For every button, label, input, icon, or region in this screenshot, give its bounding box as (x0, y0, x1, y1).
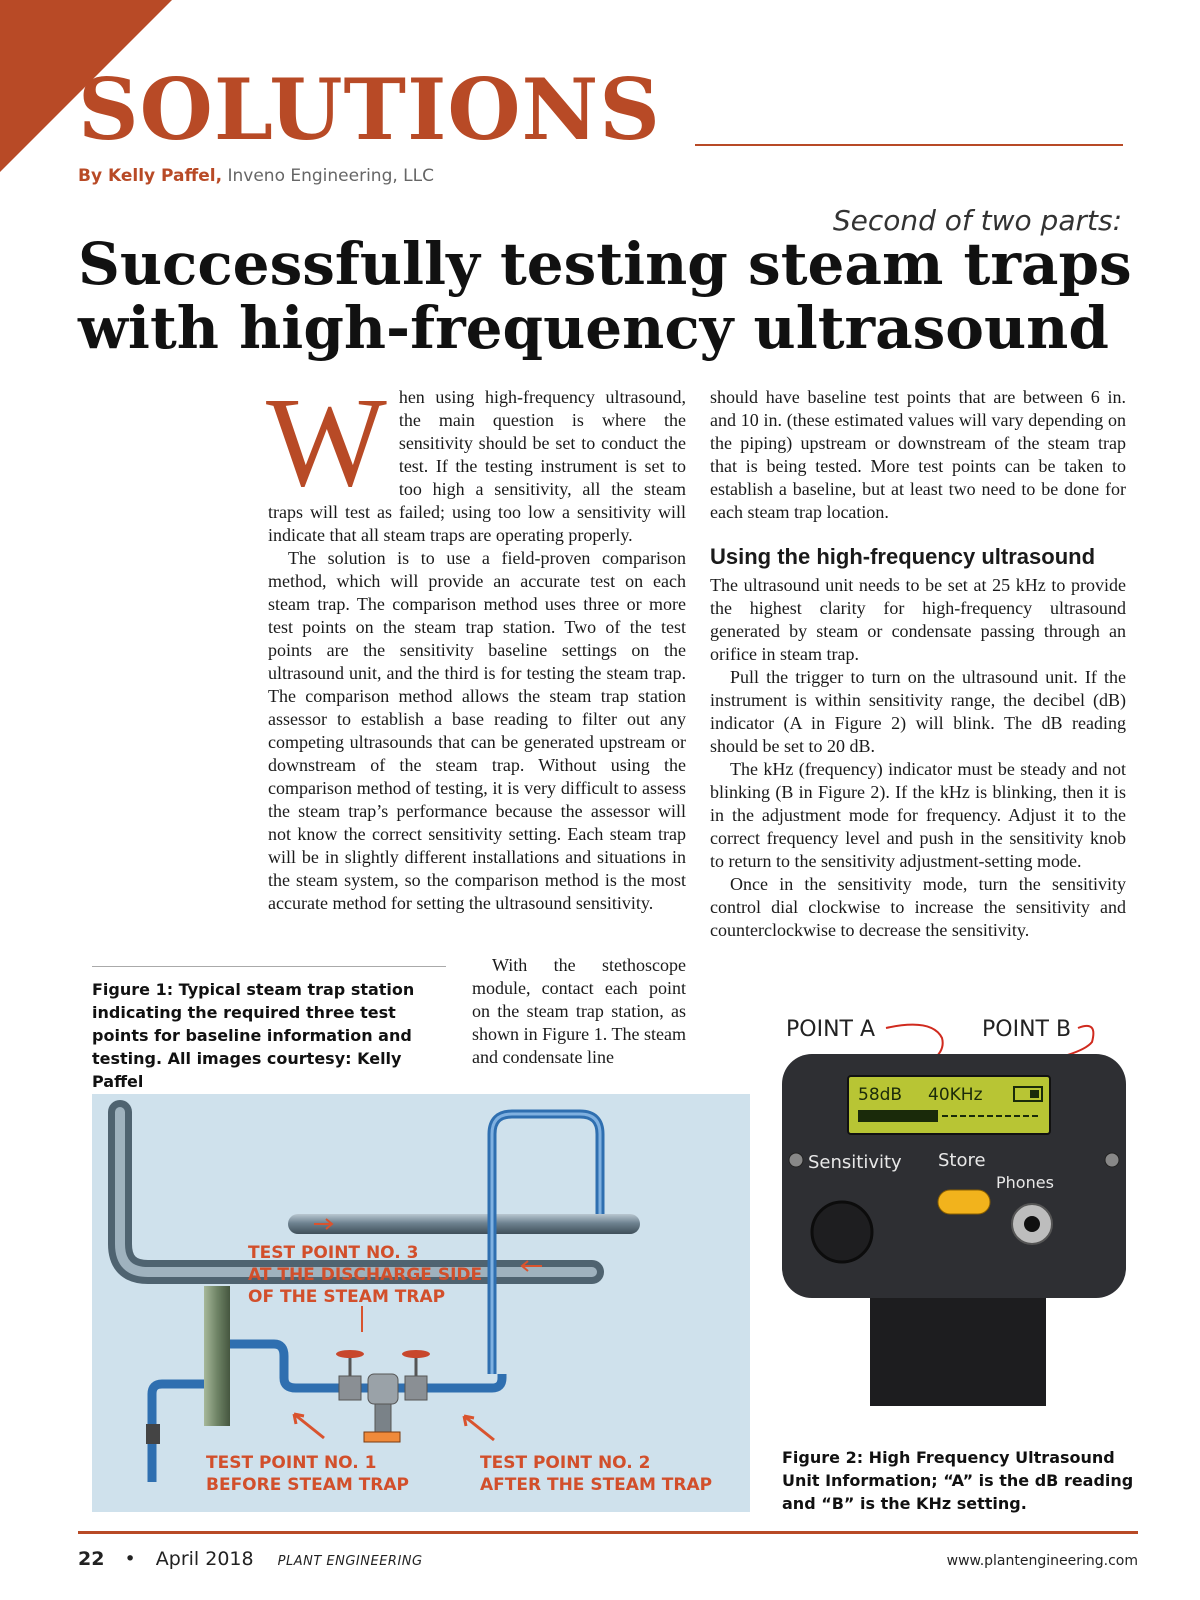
drip-leg (204, 1286, 230, 1426)
headline: Successfully testing steam traps with high-frequency ultrasound (78, 230, 1132, 362)
article-column-2 (710, 386, 1126, 942)
unit-handle (870, 1294, 1046, 1406)
sensitivity-knob[interactable] (812, 1202, 872, 1262)
paragraph-trigger: Pull the trigger to turn on the ultrasound unit. If the instrument is within sensitivity range, the decibel (dB) indicator (A in Figure 2) will blink. The dB reading should be set to 20 dB. (710, 667, 1126, 756)
store-label: Store (938, 1150, 986, 1171)
intro-text: hen using high-frequency ultrasound, the main question is where the sensitivity should be set to conduct the test. If the testing instrument is set to too high a sensitivity, all the steam traps will test as failed; using too low a sensitivity will indicate that all steam traps are operating properly. (268, 387, 686, 545)
lcd-level-bar (858, 1110, 938, 1122)
label-test-point-3-line2: AT THE DISCHARGE SIDE (248, 1265, 483, 1285)
footer-bullet: • (124, 1548, 136, 1570)
label-test-point-1-line1: TEST POINT NO. 1 (206, 1453, 377, 1473)
series-label: Second of two parts: (832, 204, 1122, 237)
figure-1-rule (92, 966, 446, 967)
upper-steam-pipe (288, 1214, 640, 1234)
footer-rule (78, 1531, 1138, 1534)
isolation-valve-1 (336, 1350, 364, 1400)
isolation-valve-2 (402, 1350, 430, 1400)
condensate-return-pipe (492, 1114, 600, 1374)
article-column-1 (266, 371, 686, 915)
section-title: SOLUTIONS (78, 60, 661, 159)
drain-valve (146, 1424, 160, 1444)
screw-left (789, 1153, 803, 1167)
figure-1-steam-trap-diagram (92, 1094, 750, 1512)
lcd-khz-reading: 40KHz (928, 1085, 983, 1105)
byline-author: By Kelly Paffel, (78, 166, 223, 186)
byline (78, 166, 434, 186)
label-test-point-1-line2: BEFORE STEAM TRAP (206, 1475, 410, 1495)
subhead: Using the high-frequency ultrasound (710, 544, 1096, 569)
store-button[interactable] (938, 1190, 990, 1214)
issue-date: April 2018 (155, 1548, 254, 1570)
point-b-label: POINT B (982, 1017, 1072, 1042)
sensitivity-label: Sensitivity (808, 1152, 902, 1173)
paragraph-khz-indicator: The kHz (frequency) indicator must be steady and not blinking (B in Figure 2). If the kHz is blinking, then it is in the adjustment mode for frequency. Adjust it to the correct frequency level and push in the sensitivity knob to return to the sensitivity adjustment-setting mode. (710, 759, 1126, 871)
steam-trap-body (364, 1374, 400, 1442)
paragraph-comparison: The solution is to use a field-proven comparison method, which will provide an accurate test on each steam trap. The comparison method uses three or more test points on the steam trap station. Two of the test points are the sensitivity baseline settings on the ultrasound unit, and the third is for testing the steam trap. The comparison method allows the steam trap station assessor to establish a base reading to filter out any competing ultrasounds that can be generated upstream or downstream of the steam trap. Without using the comparison method of testing, it is very difficult to assess the steam trap’s performance because the assessor will not know the correct sensitivity setting. Each steam trap will be in slightly different installations and situations in the steam system, so the comparison method is the most accurate method for setting the ultrasound sensitivity. (268, 548, 686, 913)
steam-trap-illustration (92, 1094, 750, 1512)
point-a-label: POINT A (786, 1017, 876, 1042)
label-test-point-3-line3: OF THE STEAM TRAP (248, 1287, 446, 1307)
footer-left (78, 1548, 423, 1570)
byline-company: Inveno Engineering, LLC (227, 166, 434, 186)
article-column-1-continued (472, 954, 686, 1069)
figure-2-caption: Figure 2: High Frequency Ultrasound Unit Information; “A” is the dB reading and “B” is the KHz setting. (782, 1448, 1134, 1513)
screw-right (1105, 1153, 1119, 1167)
figure-1-caption: Figure 1: Typical steam trap station indicating the required three test points for baseline information and testing. All images courtesy: Kelly Paffel (92, 980, 415, 1091)
lcd-db-reading: 58dB (858, 1085, 903, 1105)
drop-cap: W (266, 371, 387, 513)
pointer-arrow-1 (294, 1414, 324, 1438)
paragraph-sensitivity-mode: Once in the sensitivity mode, turn the sensitivity control dial clockwise to increase the sensitivity and counterclockwise to decrease the sensitivity. (710, 874, 1126, 940)
ultrasound-unit-illustration (782, 1014, 1138, 1426)
paragraph-stethoscope: With the stethoscope module, contact each point on the steam trap station, as shown in Figure 1. The steam and condensate line (472, 955, 686, 1067)
page-number: 22 (78, 1548, 105, 1570)
phones-label: Phones (996, 1173, 1054, 1192)
paragraph-25khz: The ultrasound unit needs to be set at 25 kHz to provide the highest clarity for high-frequency ultrasound generated by steam or condensate passing through an orifice in steam trap. (710, 575, 1126, 664)
label-test-point-2-line2: AFTER THE STEAM TRAP (480, 1475, 713, 1495)
label-test-point-2-line1: TEST POINT NO. 2 (480, 1453, 651, 1473)
footer-url[interactable]: www.plantengineering.com (946, 1553, 1138, 1569)
paragraph-baseline: should have baseline test points that are between 6 in. and 10 in. (these estimated values will vary depending on the piping) upstream or downstream of the steam trap that is being tested. More test points can be taken to establish a baseline, but at least two need to be done for each steam trap location. (710, 387, 1126, 522)
pointer-arrow-2 (464, 1416, 494, 1440)
title-rule (695, 144, 1123, 146)
publication-name: PLANT ENGINEERING (277, 1554, 423, 1569)
label-test-point-3-line1: TEST POINT NO. 3 (248, 1243, 419, 1263)
trap-inlet-line (230, 1344, 502, 1388)
figure-2-ultrasound-unit (782, 1014, 1138, 1426)
paragraph-intro (266, 371, 686, 547)
